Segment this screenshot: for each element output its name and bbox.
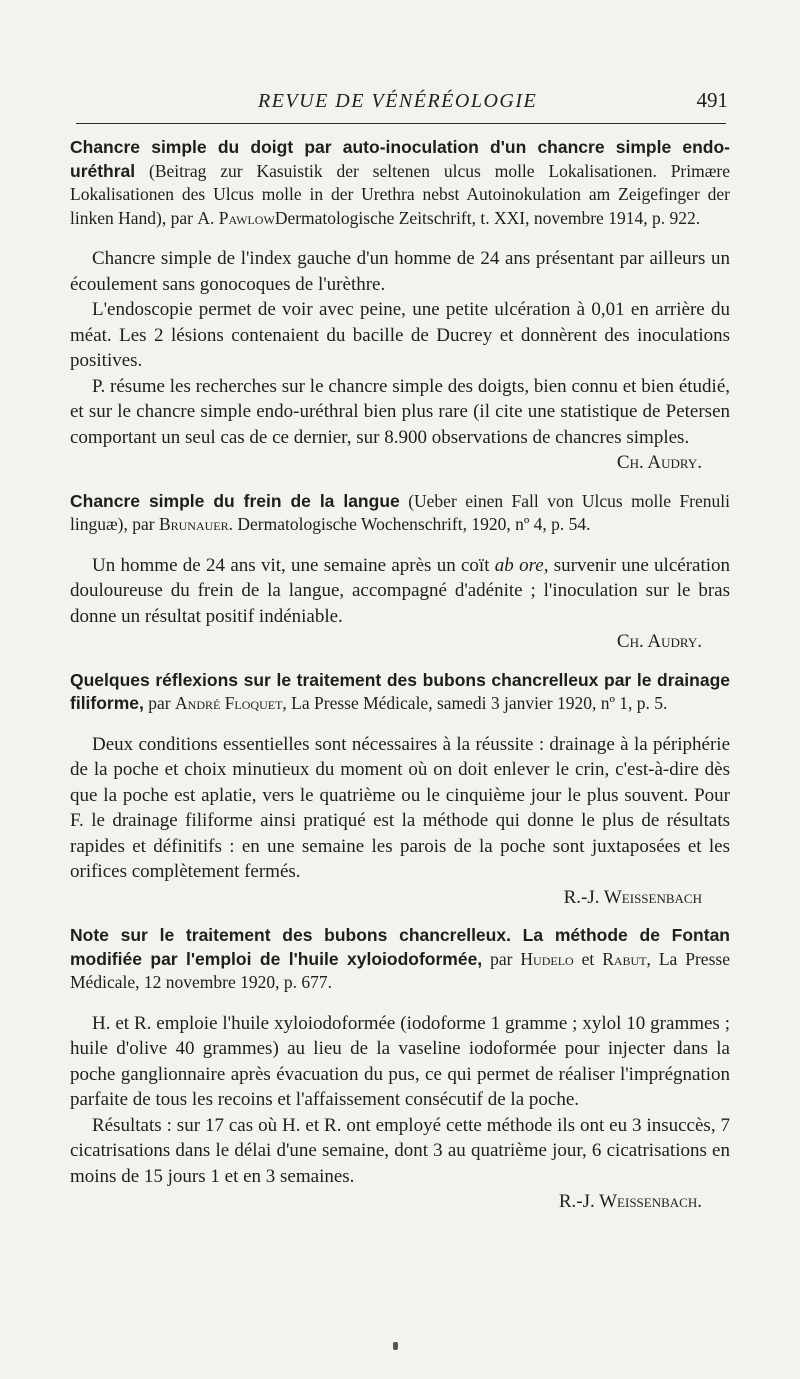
entry-reference-tail: 12 novembre 1920, p. 677.	[139, 972, 332, 992]
entry-paragraph: Chancre simple de l'index gauche d'un homme de 24 ans présentant par ailleurs un écoulement sans gonocoques de l'urèthre.	[70, 248, 730, 295]
entry-paragraph: L'endoscopie permet de voir avec peine, une petite ulcération à 0,01 en arrière du méat. Les 2 lésions contenaient du bacille de Ducrey et donnèrent des inoculations positives.	[70, 299, 730, 371]
running-title: REVUE DE VÉNÉRÉOLOGIE	[258, 90, 538, 112]
paragraph-text: survenir une ulcération douloureuse du frein de la langue, accompagné d'adénite ; l'inoculation sur le bras donne un résultat positif indéniable.	[70, 554, 731, 627]
review-entry-1	[70, 136, 730, 476]
entry-title: Chancre simple du doigt par auto-inoculation d'un chancre simple endo-uréthral	[70, 137, 730, 181]
entry-reference: par	[143, 693, 176, 713]
paragraph-text: Un homme de 24 ans vit, une semaine après un coït	[92, 554, 495, 576]
entry-paragraph: H. et R. emploie l'huile xyloiodoformée (iodoforme 1 gramme ; xylol 10 grammes ; huile d'olive 40 grammes) au lieu de la vaseline iodoformée pour injecter dans la poche ganglionnaire après évacuation du pus, ce qui permet de réaliser l'imprégnation parfaite de tous les recoins et l'affaissement consécutif de la poche.	[70, 1012, 730, 1110]
entry-author: A. Pawlow	[197, 207, 275, 228]
header-rule	[76, 123, 726, 124]
entry-journal: Dermatologische Zeitschrift,	[274, 207, 476, 228]
entry-heading	[70, 490, 730, 537]
entry-journal: La Presse Médicale,	[70, 948, 730, 992]
entry-reference: (Ueber einen Fall von Ulcus molle Frenuli linguæ), par	[70, 490, 731, 534]
running-head	[70, 90, 730, 116]
entry-title: Note sur le traitement des bubons chancrelleux. La méthode de Fontan modifiée par l'emploi de l'huile xyloiodoformée,	[70, 925, 730, 969]
entry-reference: (Beitrag zur Kasuistik der seltenen ulcus molle Lokalisationen. Primære Lokalisationen des Ulcus molle in der Urethra nebst Autoinokulation am Zeigefinger der linken Hand), par	[70, 160, 730, 228]
entry-heading	[70, 669, 730, 716]
entry-author: André Floquet,	[175, 693, 287, 713]
entry-author: Hudelo	[520, 948, 574, 969]
entry-paragraph	[70, 553, 730, 630]
entry-author: Brunauer.	[158, 514, 234, 534]
entry-journal: Dermatologische Wochenschrift,	[233, 514, 467, 534]
entry-reference-tail: 1920, nº 4, p. 54.	[466, 514, 591, 534]
ink-speck	[393, 1342, 398, 1350]
entry-signature: Ch. Audry.	[616, 631, 702, 652]
entry-author-2: Rabut,	[602, 948, 651, 969]
article-body	[70, 136, 730, 1215]
review-entry-4	[70, 924, 730, 1215]
entry-reference: par	[482, 948, 521, 969]
paragraph-italic: ab ore,	[494, 554, 549, 576]
review-entry-3	[70, 669, 730, 911]
review-entry-2	[70, 490, 730, 655]
entry-heading	[70, 136, 730, 230]
entry-paragraph: Deux conditions essentielles sont nécessaires à la réussite : drainage à la périphérie de la poche et choix minutieux du moment où on doit enlever le crin, c'est-à-dire dès que la poche est aplatie, vers le quatrième ou le cinquième jour le plus souvent. Pour F. le drainage filiforme ainsi pratiqué est la méthode qui donne le plus de résultats rapides et définitifs : en une semaine les parois de la poche sont juxtaposées et les orifices complètement fermés.	[70, 733, 730, 882]
entry-title: Chancre simple du frein de la langue	[70, 490, 400, 511]
entry-signature: Ch. Audry.	[616, 452, 702, 473]
entry-signature: R.-J. Weissenbach	[563, 886, 702, 908]
entry-reference-tail: samedi 3 janvier 1920, nº 1, p. 5.	[432, 693, 668, 713]
page-number: 491	[696, 88, 728, 112]
entry-reference-mid: et	[573, 948, 603, 969]
entry-paragraph: Résultats : sur 17 cas où H. et R. ont employé cette méthode ils ont eu 3 insuccès, 7 cicatrisations dans le délai d'une semaine, dont 3 au quatrième jour, 6 cicatrisations en moins de 15 jours 1 et en 3 semaines.	[70, 1114, 730, 1187]
entry-heading	[70, 924, 730, 995]
entry-reference-tail: t. XXI, novembre 1914, p. 922.	[476, 207, 701, 228]
entry-title: Quelques réflexions sur le traitement des bubons chancrelleux par le drainage filiforme,	[70, 669, 730, 713]
entry-paragraph: P. résume les recherches sur le chancre simple des doigts, bien connu et bien étudié, et sur le chancre simple endo-uréthral bien plus rare (il cite une statistique de Petersen comportant un seul cas de ce dernier, sur 8.900 observations de chancres simples.	[70, 375, 730, 448]
entry-journal: La Presse Médicale,	[286, 693, 433, 713]
entry-signature: R.-J. Weissenbach.	[558, 1191, 702, 1212]
